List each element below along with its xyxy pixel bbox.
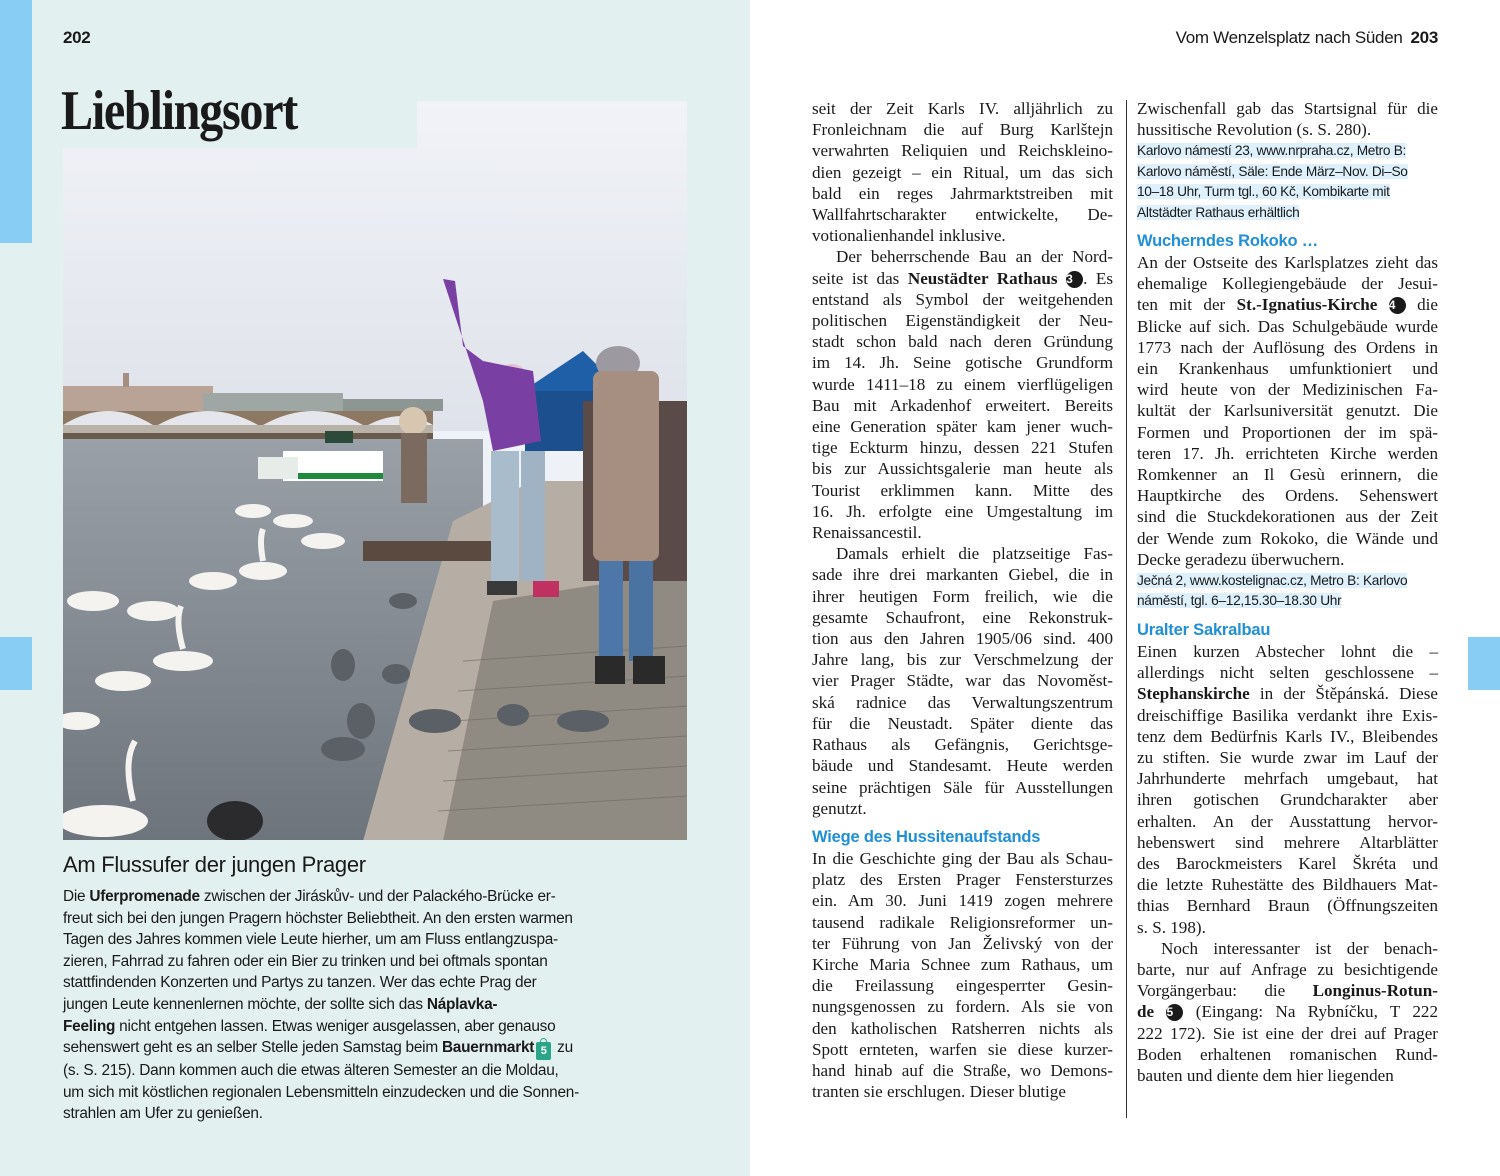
text-column-2: [1137, 98, 1438, 1086]
running-head: [1176, 28, 1438, 48]
thumb-index-tab: [1468, 637, 1500, 690]
section-label-box: [45, 76, 417, 148]
body-line: (s. S. 215). Dann kommen auch die etwas älteren Semester an die Moldau,: [63, 1062, 559, 1080]
body-line: jungen Leute kennenlernen möchte, der sollte sich das Náplavka-: [63, 995, 498, 1013]
body-line: sehenswert geht es an selber Stelle jeden Samstag beim Bauernmarkt 5 zu: [63, 1037, 659, 1060]
body-line: um sich mit köstlichen regionalen Lebensmitteln einzudecken und die Sonnen-: [63, 1083, 579, 1101]
map-marker-number-icon: 5: [1166, 1004, 1183, 1021]
subheading: Uralter Sakralbau: [1137, 620, 1271, 639]
paragraph: Einen kurzen Abstecher lohnt die – allerdings nicht selten geschlossene – Stephanskirche in der Štěpánská. Diese dreischiffige Basilika verdankt ihre Exis- tenz dem Bedürfnis Karls IV., Bleibendes zu stiften. Sie wurde zwar im Lauf der Jahrhunderte mehrfach umgebaut, hat ihren gotischen Grundcharakter aber erhalten. An der Ausstattung hervor- hebenswert sind mehrere Altarblätter des Barockmeisters Karel Škréta und die letzte Ruhestätte des Bildhauers Mat- thias Bernhard Braun (Öffnungszeiten s. S. 198).: [1137, 641, 1438, 937]
paragraph: Noch interessanter ist der benach- barte, nur auf Anfrage zu besichtigende Vorgängerbau: die Longinus-Rotun- de 5 (Eingang: Na Rybníčku, T 222 222 172). Sie ist eine der drei auf Prager Boden erhaltenen romanischen Rund- bauten und diente dem hier liegenden: [1137, 938, 1438, 1085]
body-line: zieren, Fahrrad zu fahren oder ein Bier zu trinken und bei oftmals spontan: [63, 952, 548, 970]
info-box: Karlovo námestí 23, www.nrpraha.cz, Metro B: Karlovo náměstí, Säle: Ende März–Nov. Di–So 10–18 Uhr, Turm tgl., 60 Kč, Kombikarte mit Altstädter Rathaus erhältlich: [1137, 143, 1408, 220]
subheading: Wiege des Hussitenaufstands: [812, 827, 1041, 846]
body-line: Die Uferpromenade zwischen der Jiráskův- und der Palackého-Brücke er-: [63, 888, 556, 905]
photo-image: [63, 101, 687, 840]
feature-heading: Am Flussufer der jungen Prager: [63, 852, 366, 877]
body-line: strahlen am Ufer zu genießen.: [63, 1105, 263, 1123]
body-line: stattfindenden Konzerten und Partys zu tanzen. Wer das echte Prag der: [63, 974, 537, 992]
text-column-1: [812, 98, 1113, 1102]
map-marker-number-icon: 4: [1389, 297, 1406, 314]
paragraph: Zwischenfall gab das Startsignal für die hussitische Revolution (s. S. 280).: [1137, 99, 1438, 140]
shopping-bag-icon: 5: [536, 1042, 551, 1060]
map-marker-number-icon: 3: [1066, 271, 1083, 288]
subheading: Wucherndes Rokoko …: [1137, 232, 1319, 251]
thumb-index-tab: [0, 637, 32, 690]
body-line: Tagen des Jahres kommen viele Leute hierher, um am Fluss entlangzuspa-: [63, 931, 558, 949]
section-label: Lieblingsort: [61, 80, 298, 142]
feature-body: [63, 886, 659, 1125]
page-number-right: 203: [1410, 28, 1438, 47]
paragraph: seit der Zeit Karls IV. alljährlich zu Fronleichnam die auf Burg Karlštejn verwahrten Reliquien und Reichskleino- dien gezeigt – ein Ritual, um das sich bald ein reges Jahrmarktstreiben mit Wallfahrtscharakter entwickelte, De- votionalienhandel inklusive.: [812, 99, 1113, 246]
riverbank-photo: [63, 101, 687, 840]
thumb-index-tab: [0, 0, 32, 243]
body-line: Feeling nicht entgehen lassen. Etwas weniger ausgelassen, aber genauso: [63, 1017, 556, 1035]
paragraph: In die Geschichte ging der Bau als Schau- platz des Ersten Prager Fenstersturzes ein. Am 30. Juni 1419 zogen mehrere tausend radikale Religionsreformer un- ter Führung von Jan Želivský von der Kirche Maria Schnee zum Rathaus, um die Freilassung eingesperrter Gesin- nungsgenossen zu fordern. Als sie von den katholischen Ratsherren nichts als Spott ernteten, warfen sie diese kurzer- hand hinab auf die Straße, wo Demons- tranten sie erschlugen. Dieser blutige: [812, 848, 1113, 1102]
page-number-left: 202: [63, 28, 91, 47]
column-divider: [1126, 100, 1127, 1118]
body-line: freut sich bei den jungen Pragern höchster Beliebtheit. An den ersten warmen: [63, 909, 573, 927]
paragraph: An der Ostseite des Karlsplatzes zieht das ehemalige Kollegiengebäude der Jesui- ten mit der St.-Ignatius-Kirche 4 die Blicke auf sich. Das Schulgebäude wurde 1773 nach der Auflösung des Ordens in ein Krankenhaus umfunktioniert und wird heute von der Medizinischen Fa- kultät der Karlsuniversität genutzt. Die Formen und Proportionen der im spä- teren 17. Jh. errichteten Kirche werden Romkenner an Il Gesù erinnern, die Hauptkirche des Ordens. Sehenswert sind die Stuckdekorationen aus der Zeit der Wende zum Rokoko, die Wände und Decke geradezu überwuchern.: [1137, 253, 1438, 569]
paragraph: Damals erhielt die platzseitige Fas- sade ihre drei markanten Giebel, die in ihrer heutigen Form freilich, wie die gesamte Schaufront, eine Rekonstruk- tion aus den Jahren 1905/06 sind. 400 Jahre lang, bis zur Verschmelzung der vier Prager Städte, war das Novoměst- ská radnice das Verwaltungszentrum für die Neustadt. Später diente das Rathaus als Gefängnis, Gerichtsge- bäude und Standesamt. Heute werden seine prächtigen Säle für Ausstellungen genutzt.: [812, 544, 1113, 818]
info-box: Ječná 2, www.kostelignac.cz, Metro B: Karlovo náměstí, tgl. 6–12,15.30–18.30 Uhr: [1137, 573, 1408, 609]
paragraph: Der beherrschende Bau an der Nord- seite ist das Neustädter Rathaus 3 . Es entstand als Symbol der weitgehenden politischen Eigenständigkeit der Neu- stadt schon bald nach deren Gründung im 14. Jh. Seine gotische Grundform wurde 1411–18 zu einem vierflügeligen Bau mit Arkadenhof erweitert. Bereits eine Generation später kam jener wuch- tige Eckturm hinzu, dessen 221 Stufen bis zur Aussichtsgalerie man heute als Tourist erklimmen kann. Mitte des 16. Jh. erfolgte eine Umgestaltung im Renaissancestil.: [812, 247, 1113, 543]
running-head-title: Vom Wenzelsplatz nach Süden: [1175, 28, 1403, 47]
